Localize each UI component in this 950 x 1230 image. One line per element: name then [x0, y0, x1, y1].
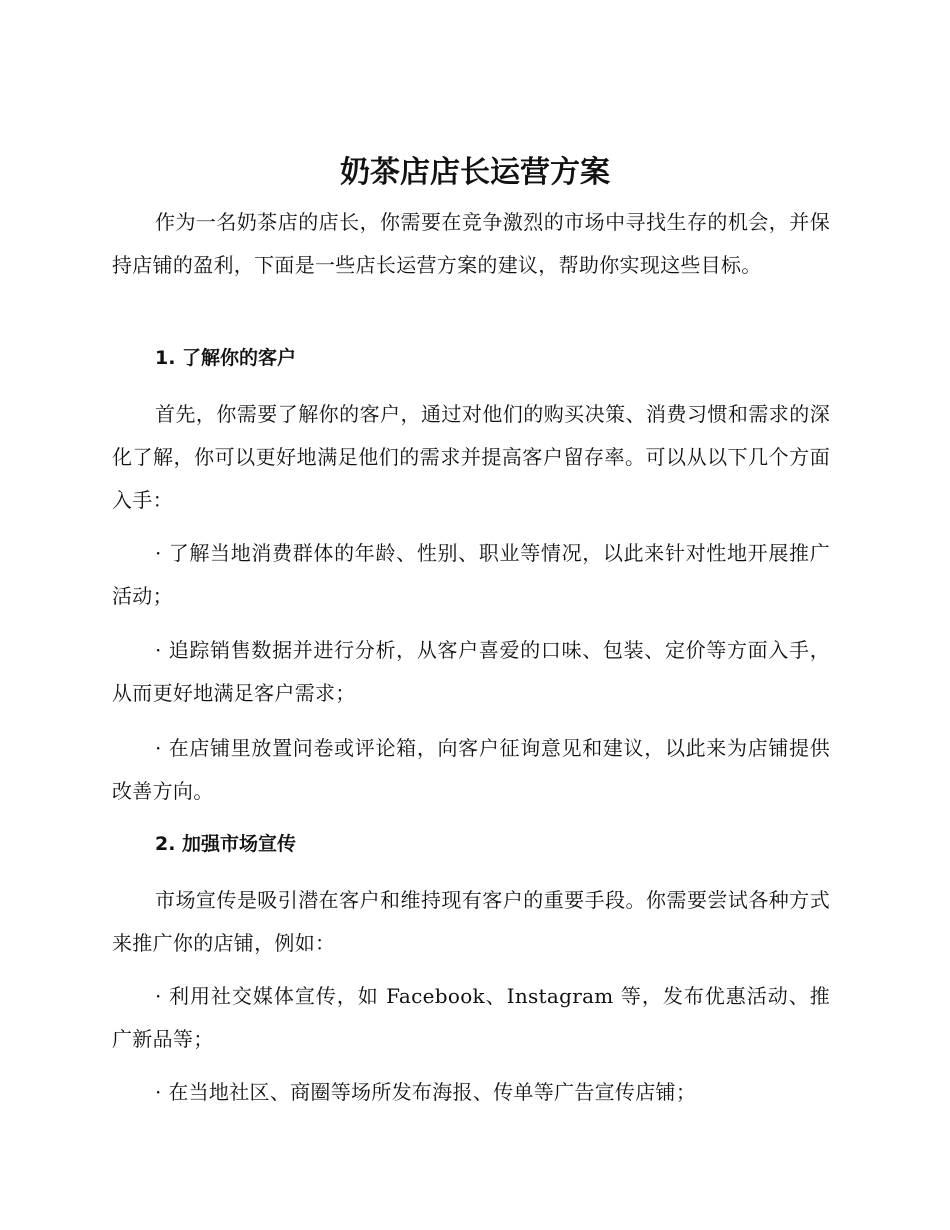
section-1-heading: 1. 了解你的客户: [155, 347, 297, 369]
section-2-bullet-1: · 利用社交媒体宣传，如 Facebook、Instagram 等，发布优惠活动、推广新品等；: [112, 984, 830, 1051]
section-1-bullet-3: · 在店铺里放置问卷或评论箱，向客户征询意见和建议，以此来为店铺提供改善方向。: [112, 736, 830, 803]
section-1-bullet-2: · 追踪销售数据并进行分析，从客户喜爱的口味、包装、定价等方面入手，从而更好地满足客户需求；: [112, 638, 830, 705]
section-1-bullet-1: · 了解当地消费群体的年龄、性别、职业等情况，以此来针对性地开展推广活动；: [112, 541, 830, 608]
section-2-paragraph: 市场宣传是吸引潜在客户和维持现有客户的重要手段。你需要尝试各种方式来推广你的店铺，例如：: [112, 888, 830, 955]
section-2-bullet-2: · 在当地社区、商圈等场所发布海报、传单等广告宣传店铺；: [155, 1080, 697, 1104]
section-2-heading: 2. 加强市场宣传: [155, 833, 297, 855]
document-title: 奶茶店店长运营方案: [340, 155, 610, 190]
section-1-paragraph: 首先，你需要了解你的客户，通过对他们的购买决策、消费习惯和需求的深化了解，你可以更好地满足他们的需求并提高客户留存率。可以从以下几个方面入手：: [112, 402, 830, 512]
intro-paragraph: 作为一名奶茶店的店长，你需要在竞争激烈的市场中寻找生存的机会，并保持店铺的盈利，下面是一些店长运营方案的建议，帮助你实现这些目标。: [112, 210, 830, 277]
